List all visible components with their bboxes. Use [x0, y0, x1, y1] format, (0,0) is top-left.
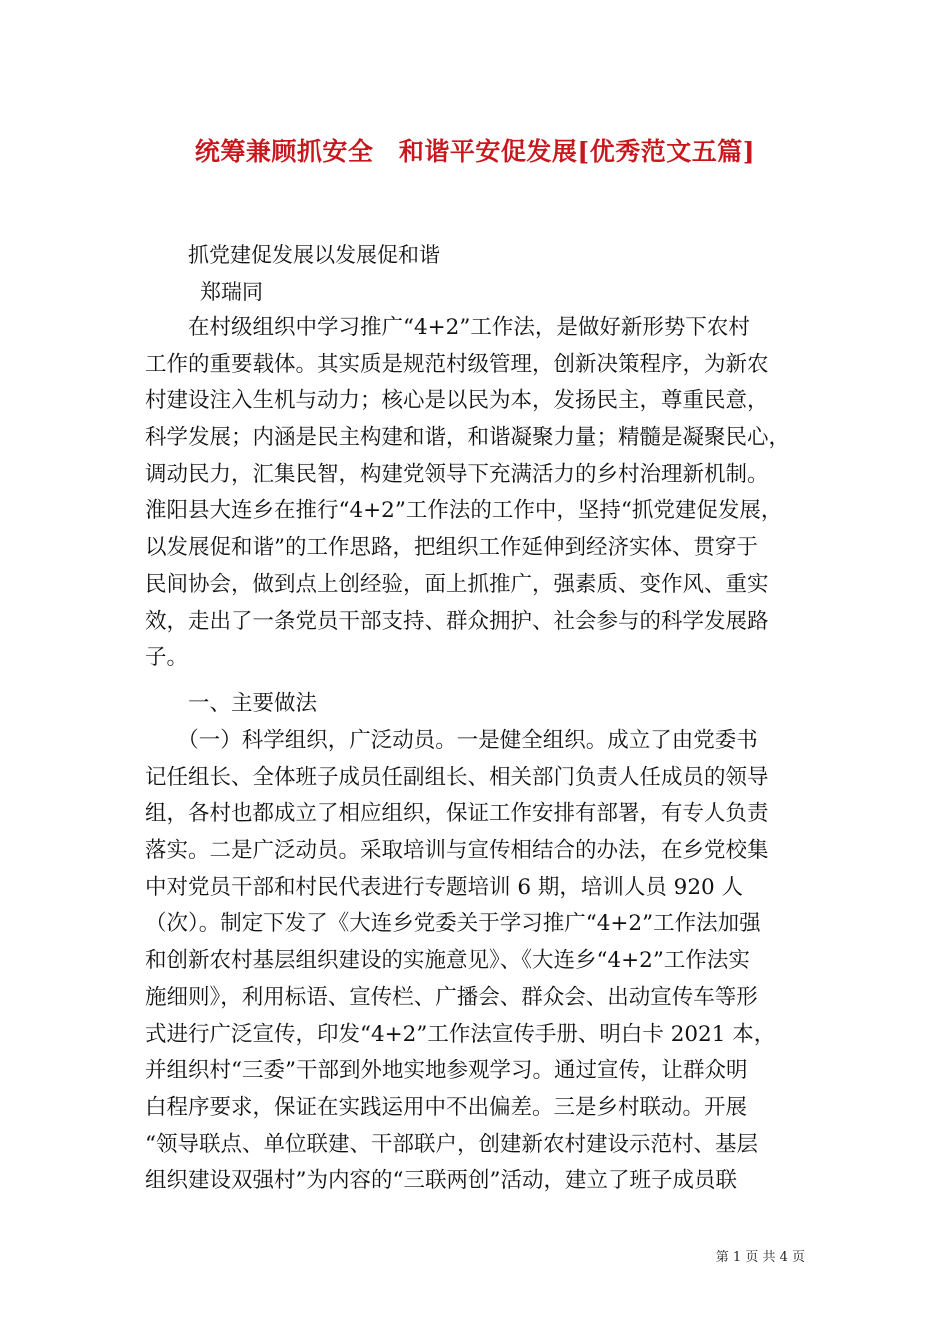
text-line: 式进行广泛宣传，印发“4+2”工作法宣传手册、明白卡 2021 本， [145, 1021, 776, 1047]
text-line: 并组织村“三委”干部到外地实地参观学习。通过宣传，让群众明 [145, 1058, 748, 1084]
text-line: “领导联点、单位联建、干部联户，创建新农村建设示范村、基层 [145, 1131, 758, 1157]
text-line: 组织建设双强村”为内容的“三联两创”活动，建立了班子成员联 [145, 1168, 737, 1194]
text-line: （次）。制定下发了《大连乡党委关于学习推广“4+2”工作法加强 [145, 911, 761, 937]
text-line: 和创新农村基层组织建设的实施意见》、《大连乡“4+2”工作法实 [145, 948, 750, 974]
paragraph-intro [145, 310, 805, 677]
text-line: 效，走出了一条党员干部支持、群众拥护、社会参与的科学发展路 [145, 608, 769, 634]
text-line: 子。 [145, 645, 189, 671]
text-line: 记任组长、全体班子成员任副组长、相关部门负责人任成员的领导 [145, 764, 769, 790]
text-line: 调动民力，汇集民智，构建党领导下充满活力的乡村治理新机制。 [145, 461, 769, 487]
text-line: 科学发展；内涵是民主构建和谐，和谐凝聚力量；精髓是凝聚民心， [145, 425, 791, 451]
text-line: 组，各村也都成立了相应组织，保证工作安排有部署，有专人负责 [145, 801, 769, 827]
text-line: 工作的重要载体。其实质是规范村级管理，创新决策程序，为新农 [145, 351, 769, 377]
document-subtitle: 抓党建促发展以发展促和谐 [188, 243, 440, 267]
document-title: 统筹兼顾抓安全 和谐平安促发展[优秀范文五篇] [194, 137, 756, 166]
text-line: 以发展促和谐”的工作思路，把组织工作延伸到经济实体、贯穿于 [145, 535, 758, 561]
text-line: 村建设注入生机与动力；核心是以民为本，发扬民主，尊重民意， [145, 388, 769, 414]
text-line: 白程序要求，保证在实践运用中不出偏差。三是乡村联动。开展 [145, 1094, 748, 1120]
text-line: 施细则》，利用标语、宣传栏、广播会、群众会、出动宣传车等形 [145, 984, 758, 1010]
document-author: 郑瑞同 [200, 280, 263, 304]
text-line: 在村级组织中学习推广“4+2”工作法，是做好新形势下农村 [145, 315, 750, 340]
text-line: 民间协会，做到点上创经验，面上抓推广，强素质、变作风、重实 [145, 571, 769, 597]
text-line: （一）科学组织，广泛动员。一是健全组织。成立了由党委书 [145, 728, 758, 753]
page-number-footer: 第 1 页 共 4 页 [715, 1250, 805, 1265]
text-line: 淮阳县大连乡在推行“4+2”工作法的工作中，坚持“抓党建促发展， [145, 498, 783, 524]
text-line: 中对党员干部和村民代表进行专题培训 6 期，培训人员 920 人 [145, 874, 744, 900]
heading-text: 一、主要做法 [145, 691, 318, 716]
paragraph-section-1 [145, 723, 805, 1200]
section-heading [145, 686, 805, 723]
text-line: 落实。二是广泛动员。采取培训与宣传相结合的办法，在乡党校集 [145, 838, 769, 864]
